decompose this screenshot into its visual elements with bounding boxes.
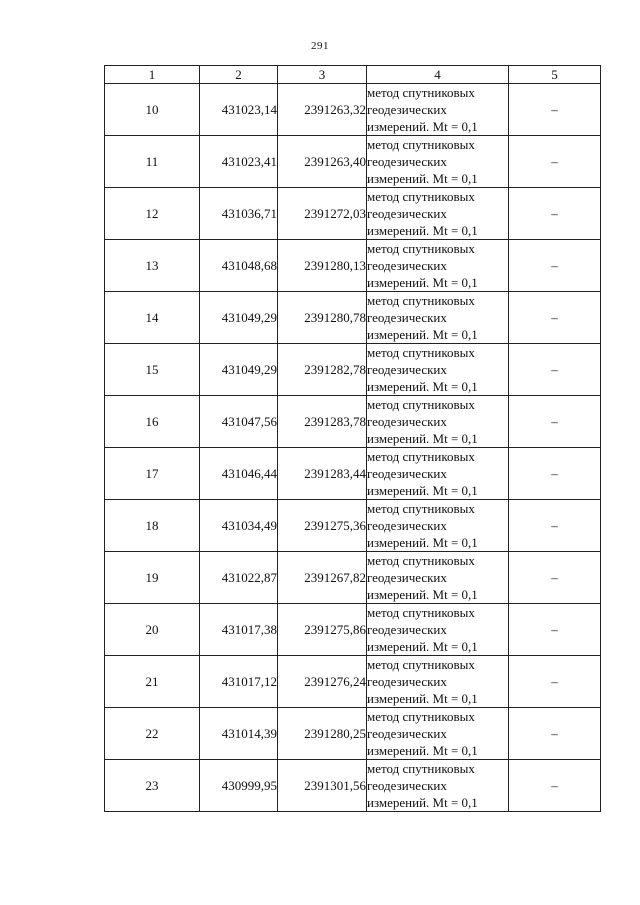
coordinates-table (104, 65, 601, 812)
x-coordinate-cell: 431023,41 (200, 136, 278, 188)
note-cell: – (509, 292, 601, 344)
column-header: 3 (278, 66, 367, 84)
method-cell (367, 292, 509, 344)
x-coordinate-cell: 431022,87 (200, 552, 278, 604)
method-line: измерений. Mt = 0,1 (367, 639, 478, 654)
method-line: измерений. Mt = 0,1 (367, 691, 478, 706)
method-line: измерений. Mt = 0,1 (367, 535, 478, 550)
point-number-cell: 23 (105, 760, 200, 812)
method-cell (367, 604, 509, 656)
method-line: измерений. Mt = 0,1 (367, 483, 478, 498)
table-row (105, 396, 601, 448)
point-number-cell: 17 (105, 448, 200, 500)
method-cell (367, 500, 509, 552)
method-line: измерений. Mt = 0,1 (367, 119, 478, 134)
x-coordinate-cell: 430999,95 (200, 760, 278, 812)
method-line: метод спутниковых (367, 553, 475, 568)
method-line: метод спутниковых (367, 85, 475, 100)
method-cell (367, 136, 509, 188)
y-coordinate-cell: 2391263,32 (278, 84, 367, 136)
method-line: геодезических (367, 778, 447, 793)
method-line: геодезических (367, 518, 447, 533)
note-cell: – (509, 84, 601, 136)
y-coordinate-cell: 2391280,25 (278, 708, 367, 760)
method-cell (367, 240, 509, 292)
method-line: геодезических (367, 570, 447, 585)
table-row (105, 448, 601, 500)
note-cell: – (509, 552, 601, 604)
method-line: метод спутниковых (367, 137, 475, 152)
method-line: измерений. Mt = 0,1 (367, 379, 478, 394)
method-line: измерений. Mt = 0,1 (367, 743, 478, 758)
table-row (105, 84, 601, 136)
note-cell: – (509, 604, 601, 656)
table-row (105, 708, 601, 760)
method-line: геодезических (367, 362, 447, 377)
x-coordinate-cell: 431034,49 (200, 500, 278, 552)
point-number-cell: 15 (105, 344, 200, 396)
method-line: измерений. Mt = 0,1 (367, 587, 478, 602)
page-number: 291 (311, 40, 329, 52)
x-coordinate-cell: 431023,14 (200, 84, 278, 136)
note-cell: – (509, 708, 601, 760)
method-line: метод спутниковых (367, 293, 475, 308)
method-line: метод спутниковых (367, 397, 475, 412)
table-row (105, 552, 601, 604)
method-line: метод спутниковых (367, 501, 475, 516)
x-coordinate-cell: 431046,44 (200, 448, 278, 500)
point-number-cell: 11 (105, 136, 200, 188)
method-line: геодезических (367, 674, 447, 689)
column-header: 5 (509, 66, 601, 84)
point-number-cell: 14 (105, 292, 200, 344)
x-coordinate-cell: 431036,71 (200, 188, 278, 240)
y-coordinate-cell: 2391301,56 (278, 760, 367, 812)
table-header-row (105, 66, 601, 84)
y-coordinate-cell: 2391276,24 (278, 656, 367, 708)
y-coordinate-cell: 2391283,44 (278, 448, 367, 500)
y-coordinate-cell: 2391282,78 (278, 344, 367, 396)
method-line: метод спутниковых (367, 657, 475, 672)
method-line: геодезических (367, 310, 447, 325)
table-row (105, 500, 601, 552)
x-coordinate-cell: 431047,56 (200, 396, 278, 448)
point-number-cell: 20 (105, 604, 200, 656)
method-line: метод спутниковых (367, 345, 475, 360)
method-line: геодезических (367, 466, 447, 481)
table-row (105, 344, 601, 396)
point-number-cell: 10 (105, 84, 200, 136)
method-line: метод спутниковых (367, 241, 475, 256)
method-line: геодезических (367, 622, 447, 637)
method-line: геодезических (367, 414, 447, 429)
x-coordinate-cell: 431014,39 (200, 708, 278, 760)
method-cell (367, 344, 509, 396)
point-number-cell: 13 (105, 240, 200, 292)
method-line: геодезических (367, 154, 447, 169)
note-cell: – (509, 656, 601, 708)
note-cell: – (509, 448, 601, 500)
method-line: измерений. Mt = 0,1 (367, 275, 478, 290)
method-cell (367, 552, 509, 604)
table-row (105, 136, 601, 188)
method-cell (367, 760, 509, 812)
y-coordinate-cell: 2391263,40 (278, 136, 367, 188)
point-number-cell: 18 (105, 500, 200, 552)
note-cell: – (509, 188, 601, 240)
point-number-cell: 21 (105, 656, 200, 708)
table-row (105, 188, 601, 240)
note-cell: – (509, 344, 601, 396)
note-cell: – (509, 396, 601, 448)
y-coordinate-cell: 2391267,82 (278, 552, 367, 604)
point-number-cell: 16 (105, 396, 200, 448)
point-number-cell: 22 (105, 708, 200, 760)
table-row (105, 604, 601, 656)
method-cell (367, 448, 509, 500)
method-line: метод спутниковых (367, 449, 475, 464)
x-coordinate-cell: 431048,68 (200, 240, 278, 292)
y-coordinate-cell: 2391280,13 (278, 240, 367, 292)
y-coordinate-cell: 2391275,86 (278, 604, 367, 656)
y-coordinate-cell: 2391275,36 (278, 500, 367, 552)
table-row (105, 760, 601, 812)
method-line: измерений. Mt = 0,1 (367, 327, 478, 342)
column-header: 2 (200, 66, 278, 84)
column-header: 4 (367, 66, 509, 84)
table-body (105, 84, 601, 812)
table-row (105, 240, 601, 292)
y-coordinate-cell: 2391283,78 (278, 396, 367, 448)
point-number-cell: 19 (105, 552, 200, 604)
method-cell (367, 656, 509, 708)
method-cell (367, 84, 509, 136)
method-cell (367, 188, 509, 240)
method-line: измерений. Mt = 0,1 (367, 795, 478, 810)
method-cell (367, 708, 509, 760)
method-cell (367, 396, 509, 448)
method-line: метод спутниковых (367, 761, 475, 776)
x-coordinate-cell: 431017,38 (200, 604, 278, 656)
method-line: геодезических (367, 102, 447, 117)
note-cell: – (509, 136, 601, 188)
method-line: измерений. Mt = 0,1 (367, 431, 478, 446)
method-line: измерений. Mt = 0,1 (367, 171, 478, 186)
note-cell: – (509, 240, 601, 292)
method-line: геодезических (367, 726, 447, 741)
note-cell: – (509, 500, 601, 552)
table-row (105, 656, 601, 708)
method-line: измерений. Mt = 0,1 (367, 223, 478, 238)
method-line: геодезических (367, 258, 447, 273)
table-row (105, 292, 601, 344)
x-coordinate-cell: 431049,29 (200, 292, 278, 344)
y-coordinate-cell: 2391280,78 (278, 292, 367, 344)
column-header: 1 (105, 66, 200, 84)
note-cell: – (509, 760, 601, 812)
method-line: метод спутниковых (367, 189, 475, 204)
point-number-cell: 12 (105, 188, 200, 240)
x-coordinate-cell: 431017,12 (200, 656, 278, 708)
y-coordinate-cell: 2391272,03 (278, 188, 367, 240)
method-line: метод спутниковых (367, 605, 475, 620)
x-coordinate-cell: 431049,29 (200, 344, 278, 396)
method-line: метод спутниковых (367, 709, 475, 724)
method-line: геодезических (367, 206, 447, 221)
